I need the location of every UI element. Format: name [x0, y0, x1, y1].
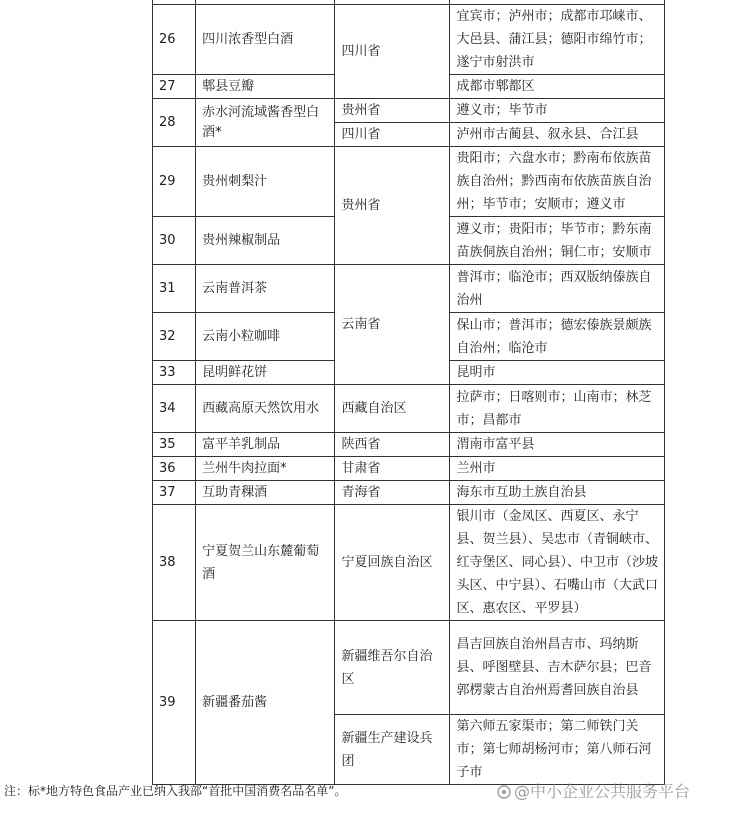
table-row	[153, 147, 665, 217]
province: 四川省	[335, 123, 450, 147]
city-list: 拉萨市；日喀则市；山南市；林芝市；昌都市	[450, 385, 665, 433]
table-row	[153, 433, 665, 457]
row-number: 34	[153, 385, 196, 433]
province: 甘肃省	[335, 457, 450, 481]
food-name: 贵州辣椒制品	[196, 217, 335, 265]
city-list: 兰州市	[450, 457, 665, 481]
table-row	[153, 385, 665, 433]
row-number: 32	[153, 313, 196, 361]
table-row	[153, 481, 665, 505]
table-row	[153, 457, 665, 481]
city-list: 保山市；普洱市；德宏傣族景颇族自治州；临沧市	[450, 313, 665, 361]
province: 四川省	[335, 5, 450, 99]
city-list: 渭南市富平县	[450, 433, 665, 457]
food-name: 新疆番茄酱	[196, 621, 335, 785]
province: 宁夏回族自治区	[335, 505, 450, 621]
table-row	[153, 5, 665, 75]
watermark	[497, 779, 690, 802]
row-number: 36	[153, 457, 196, 481]
city-list: 昆明市	[450, 361, 665, 385]
food-name: 昆明鲜花饼	[196, 361, 335, 385]
province: 新疆生产建设兵团	[335, 715, 450, 785]
row-number: 33	[153, 361, 196, 385]
food-name: 郫县豆瓣	[196, 75, 335, 99]
row-number: 37	[153, 481, 196, 505]
row-number: 28	[153, 99, 196, 147]
province: 新疆维吾尔自治区	[335, 621, 450, 715]
table-row	[153, 99, 665, 123]
row-number: 35	[153, 433, 196, 457]
city-list: 成都市郫都区	[450, 75, 665, 99]
city-list: 昌吉回族自治州昌吉市、玛纳斯县、呼图壁县、吉木萨尔县；巴音郭楞蒙古自治州焉耆回族自治县	[450, 621, 665, 715]
platform-logo-icon	[497, 784, 511, 798]
table-row	[153, 265, 665, 313]
footnote: 注：标*地方特色食品产业已纳入我部“首批中国消费名品名单”。	[4, 784, 347, 798]
province: 西藏自治区	[335, 385, 450, 433]
row-number: 39	[153, 621, 196, 785]
province: 青海省	[335, 481, 450, 505]
city-list: 海东市互助土族自治县	[450, 481, 665, 505]
watermark-text: @中小企业公共服务平台	[514, 782, 691, 801]
city-list: 遵义市；贵阳市；毕节市；黔东南苗族侗族自治州；铜仁市；安顺市	[450, 217, 665, 265]
food-name: 富平羊乳制品	[196, 433, 335, 457]
food-name: 西藏高原天然饮用水	[196, 385, 335, 433]
table-row	[153, 621, 665, 715]
food-name: 宁夏贺兰山东麓葡萄酒	[196, 505, 335, 621]
city-list: 遵义市；毕节市	[450, 99, 665, 123]
province: 云南省	[335, 265, 450, 385]
row-number: 29	[153, 147, 196, 217]
city-list: 宜宾市；泸州市；成都市邛崃市、大邑县、蒲江县；德阳市绵竹市；遂宁市射洪市	[450, 5, 665, 75]
row-number: 26	[153, 5, 196, 75]
food-name: 互助青稞酒	[196, 481, 335, 505]
city-list: 贵阳市；六盘水市；黔南布依族苗族自治州；黔西南布依族苗族自治州；毕节市；安顺市；遵义市	[450, 147, 665, 217]
row-number: 31	[153, 265, 196, 313]
food-name: 云南小粒咖啡	[196, 313, 335, 361]
province: 贵州省	[335, 147, 450, 265]
row-number: 30	[153, 217, 196, 265]
food-name: 贵州刺梨汁	[196, 147, 335, 217]
city-list: 泸州市古蔺县、叙永县、合江县	[450, 123, 665, 147]
province: 陕西省	[335, 433, 450, 457]
province: 贵州省	[335, 99, 450, 123]
food-industry-table	[152, 0, 665, 785]
row-number: 38	[153, 505, 196, 621]
food-name: 云南普洱茶	[196, 265, 335, 313]
city-list: 第六师五家渠市；第二师铁门关市；第七师胡杨河市；第八师石河子市	[450, 715, 665, 785]
food-name: 赤水河流域酱香型白酒*	[196, 99, 335, 147]
food-name: 兰州牛肉拉面*	[196, 457, 335, 481]
city-list: 普洱市；临沧市；西双版纳傣族自治州	[450, 265, 665, 313]
food-name: 四川浓香型白酒	[196, 5, 335, 75]
city-list: 银川市（金凤区、西夏区、永宁县、贺兰县）、吴忠市（青铜峡市、红寺堡区、同心县）、中卫市（沙坡头区、中宁县）、石嘴山市（大武口区、惠农区、平罗县）	[450, 505, 665, 621]
table-row	[153, 505, 665, 621]
row-number: 27	[153, 75, 196, 99]
